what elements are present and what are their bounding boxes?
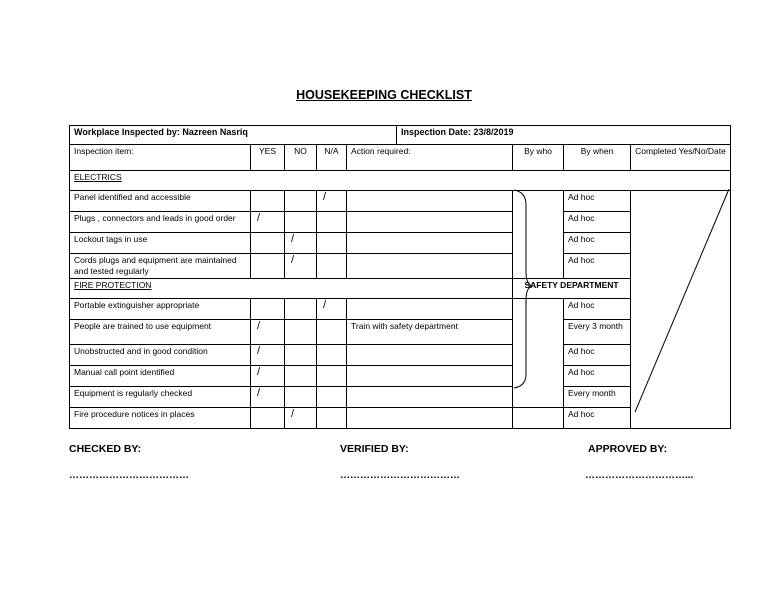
col-by-who: By who: [513, 145, 564, 171]
checklist-table: [69, 125, 731, 429]
section-electrics: ELECTRICS: [74, 172, 122, 182]
table-row: Equipment is regularly checked / Every month: [70, 387, 731, 408]
verified-by-label: VERIFIED BY:: [340, 443, 409, 455]
table-row: Manual call point identified / Ad hoc: [70, 366, 731, 387]
inspection-date: Inspection Date: 23/8/2019: [397, 126, 731, 145]
col-yes: YES: [251, 145, 285, 171]
table-row: Portable extinguisher appropriate / Ad hoc: [70, 299, 731, 320]
table-row: Lockout tags in use / Ad hoc: [70, 233, 731, 254]
table-row: Fire procedure notices in places / Ad hoc: [70, 408, 731, 429]
approved-by-signature-line: …………………………...: [585, 470, 694, 481]
col-na: N/A: [317, 145, 347, 171]
col-inspection-item: Inspection item:: [70, 145, 251, 171]
approved-by-label: APPROVED BY:: [588, 443, 668, 455]
table-row: People are trained to use equipment / Train with safety department Every 3 month: [70, 320, 731, 345]
checked-by-signature-line: ………………………………: [69, 470, 189, 481]
table-row: Plugs , connectors and leads in good order / Ad hoc: [70, 212, 731, 233]
col-no: NO: [285, 145, 317, 171]
table-row: Unobstructed and in good condition / Ad hoc: [70, 345, 731, 366]
table-row: Cords plugs and equipment are maintained and tested regularly / Ad hoc: [70, 254, 731, 279]
table-row: Panel identified and accessible / Ad hoc: [70, 191, 731, 212]
checked-by-label: CHECKED BY:: [69, 443, 142, 455]
section-fire-protection: FIRE PROTECTION: [74, 280, 152, 290]
workplace-inspected-by: Workplace Inspected by: Nazreen Nasriq: [70, 126, 397, 145]
col-completed: Completed Yes/No/Date: [631, 145, 731, 171]
document-title: HOUSEKEEPING CHECKLIST: [296, 88, 472, 102]
verified-by-signature-line: ………………………………: [340, 470, 460, 481]
responsible-safety-department: SAFETY DEPARTMENT: [513, 279, 631, 299]
col-action-required: Action required:: [347, 145, 513, 171]
col-by-when: By when: [564, 145, 631, 171]
